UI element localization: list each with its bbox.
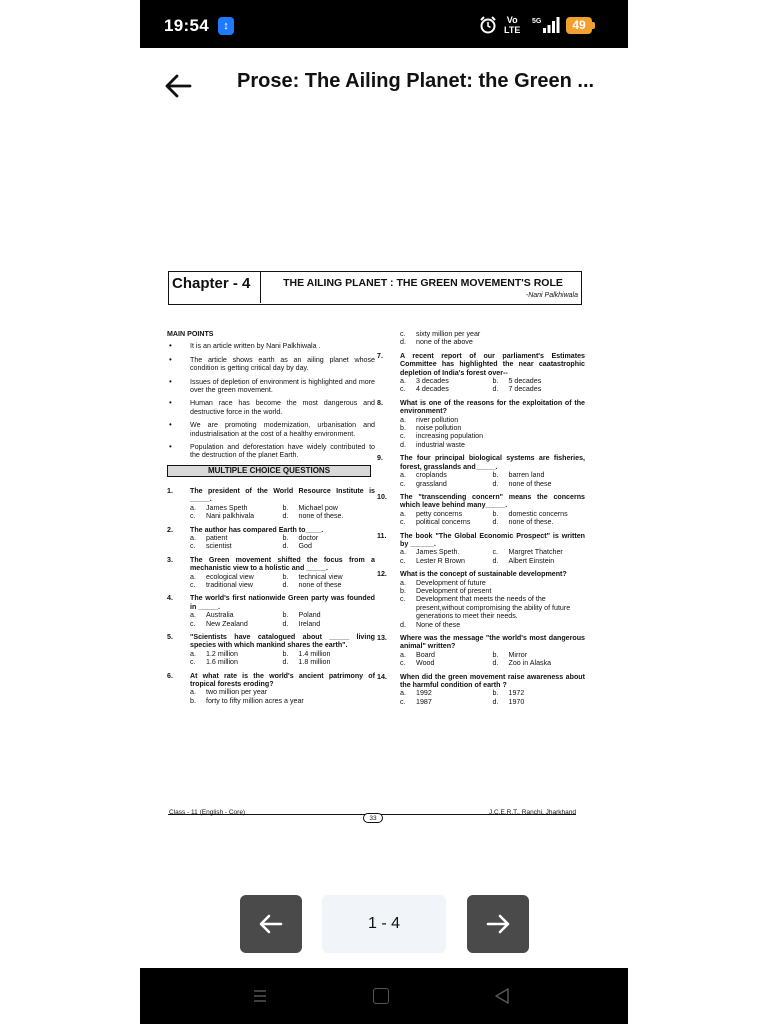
left-margin <box>0 0 140 1024</box>
option-letter: c. <box>400 556 406 565</box>
page-indicator: 1 - 4 <box>322 895 446 953</box>
option-letter: b. <box>282 533 289 542</box>
option-letter: c. <box>400 479 406 488</box>
answer-option <box>493 471 586 479</box>
system-nav-bar <box>140 968 628 1024</box>
main-points-heading: MAIN POINTS <box>167 330 214 338</box>
question-number: 2. <box>167 525 173 534</box>
options-grid <box>377 471 585 488</box>
option-letter: d. <box>282 542 289 551</box>
option-letter: d. <box>282 512 289 521</box>
option-text: 1.4 million <box>298 649 331 658</box>
options-grid <box>377 548 585 565</box>
option-text: Poland <box>298 611 321 620</box>
option-letter: d. <box>282 580 289 589</box>
option-letter: a. <box>400 689 406 698</box>
option-letter: c. <box>190 512 196 521</box>
volte-icon <box>504 15 520 35</box>
option-letter: c. <box>400 595 406 604</box>
question-text: What is one of the reasons for the exploitation of the environment? <box>400 398 585 416</box>
answer-option <box>190 581 283 589</box>
answer-option <box>493 377 586 385</box>
option-letter: a. <box>190 503 196 512</box>
answer-option <box>283 650 376 658</box>
option-letter: b. <box>282 649 289 658</box>
option-text: doctor <box>298 533 319 542</box>
main-point: • It is an article written by Nani Palkhiwala . <box>167 342 375 350</box>
answer-option <box>400 579 585 587</box>
signal-icon <box>532 15 560 35</box>
options-grid <box>377 510 585 527</box>
options-list <box>377 416 585 450</box>
answer-option <box>400 548 493 556</box>
answer-option <box>283 512 376 520</box>
option-text: James Speth. <box>416 548 460 557</box>
answer-option <box>493 689 586 697</box>
question-text: The book "The Global Economic Prospect" is written by ______. <box>400 531 585 548</box>
option-text: Michael pow <box>298 503 338 512</box>
question-number: 5. <box>167 632 173 641</box>
question <box>167 672 375 706</box>
option-letter: a. <box>400 415 406 424</box>
chapter-title: THE AILING PLANET : THE GREEN MOVEMENT'S ROLE <box>283 277 563 289</box>
option-letter: b. <box>492 471 499 480</box>
question-stem <box>167 594 375 611</box>
option-text: Australia <box>206 611 234 620</box>
volte-bottom: LTE <box>504 25 521 35</box>
option-letter: b. <box>282 503 289 512</box>
left-column <box>167 330 375 710</box>
options-list <box>377 579 585 629</box>
option-letter: c. <box>400 518 406 527</box>
main-point: • Issues of depletion of environment is highlighted and more over the green movement. <box>167 378 375 395</box>
option-letter: c. <box>492 548 499 557</box>
question-number: 13. <box>377 634 387 642</box>
previous-page-button[interactable] <box>240 895 302 953</box>
question-continued <box>377 330 585 347</box>
question-number: 4. <box>167 594 173 603</box>
answer-option <box>190 504 283 512</box>
option-letter: d. <box>492 697 499 706</box>
question <box>377 352 585 394</box>
option-letter: a. <box>190 572 196 581</box>
home-icon[interactable] <box>373 988 389 1004</box>
question <box>377 570 585 629</box>
question-stem <box>167 672 375 689</box>
question-text: A recent report of our parliament's Estimates Committee has highlighted the near caatastrophic depletion of India's forest over-- <box>400 351 585 377</box>
answer-option <box>400 385 493 393</box>
answer-option <box>400 416 585 424</box>
answer-option <box>493 659 586 667</box>
option-text: Board <box>416 650 435 659</box>
answer-option <box>283 620 376 628</box>
answer-option <box>400 338 585 346</box>
answer-option <box>493 651 586 659</box>
option-text: river pollution <box>416 415 459 424</box>
options-grid <box>167 650 375 667</box>
answer-option <box>400 557 493 565</box>
option-letter: a. <box>190 533 196 542</box>
question-number: 9. <box>377 454 383 463</box>
option-letter: d. <box>400 440 406 449</box>
answer-option <box>190 611 283 619</box>
option-text: Ireland <box>298 619 321 628</box>
question <box>167 633 375 667</box>
options-grid <box>377 377 585 394</box>
question <box>167 594 375 628</box>
alarm-icon <box>478 15 498 35</box>
option-letter: d. <box>492 556 499 565</box>
option-text: patient <box>206 533 228 542</box>
question <box>167 487 375 521</box>
option-letter: c. <box>400 659 406 668</box>
option-text: forty to fifty million acres a year <box>206 696 304 705</box>
option-letter: b. <box>400 586 406 595</box>
option-text: ecological view <box>206 572 254 581</box>
option-letter: d. <box>492 385 499 394</box>
option-letter: a. <box>190 688 196 697</box>
answer-option <box>493 510 586 518</box>
option-text: None of these <box>416 620 461 629</box>
answer-option <box>190 534 283 542</box>
right-margin <box>628 0 768 1024</box>
option-text: two million per year <box>206 688 268 697</box>
answer-option <box>283 658 376 666</box>
question-number: 11. <box>377 531 387 540</box>
option-text: increasing population <box>416 432 484 441</box>
network-label: 5G <box>532 18 542 25</box>
option-letter: a. <box>400 578 406 587</box>
option-letter: a. <box>190 611 196 620</box>
option-text: traditional view <box>206 580 253 589</box>
question-text: The world's first nationwide Green party was founded in _____. <box>190 594 375 611</box>
question-number: 10. <box>377 492 387 501</box>
question-stem <box>167 556 375 573</box>
option-text: none of these <box>508 479 552 488</box>
recent-apps-icon[interactable] <box>252 988 268 1004</box>
question-stem <box>167 633 375 650</box>
option-text: 1992 <box>416 689 432 698</box>
option-letter: d. <box>400 620 406 629</box>
answer-option <box>400 621 585 629</box>
option-text: Lester R Brown <box>416 556 465 565</box>
options-grid <box>167 534 375 551</box>
question <box>377 454 585 488</box>
question-number: 8. <box>377 398 383 407</box>
answer-option <box>400 424 585 432</box>
option-text: croplands <box>416 471 447 480</box>
option-text: Development of present <box>416 586 492 595</box>
question <box>377 634 585 668</box>
answer-option <box>283 534 376 542</box>
question-number: 1. <box>167 486 173 495</box>
answer-option <box>400 471 493 479</box>
question <box>167 526 375 551</box>
option-letter: b. <box>282 611 289 620</box>
option-text: Margret Thatcher <box>508 548 563 557</box>
answer-option <box>400 698 493 706</box>
question-text: The Green movement shifted the focus from a mechanistic view to a holistic and _____. <box>190 555 375 573</box>
option-letter: c. <box>190 619 196 628</box>
option-text: none of these <box>298 580 342 589</box>
option-text: Wood <box>416 659 435 668</box>
option-letter: d. <box>400 338 406 347</box>
answer-option <box>400 587 585 595</box>
answer-option <box>400 480 493 488</box>
option-text: New Zealand <box>206 619 248 628</box>
right-column <box>377 330 585 711</box>
option-text: 1970 <box>508 697 525 706</box>
answer-option <box>400 330 585 338</box>
next-page-button[interactable] <box>467 895 529 953</box>
answer-option <box>283 573 376 581</box>
option-text: 1.2 million <box>206 649 238 658</box>
option-text: James Speth <box>206 503 248 512</box>
answer-option <box>400 595 585 620</box>
option-text: 1972 <box>508 689 525 698</box>
options-grid <box>167 611 375 628</box>
option-letter: c. <box>400 385 406 394</box>
main-point: • Population and deforestation have widely contributed to the destruction of the planet Earth. <box>167 443 375 460</box>
option-text: sixty million per year <box>416 330 481 338</box>
option-text: none of the above <box>416 338 473 347</box>
question-stem <box>167 487 375 504</box>
option-text: Mirror <box>508 650 528 659</box>
question-stem <box>377 532 585 549</box>
battery-icon: 49 <box>566 17 592 34</box>
option-letter: a. <box>400 650 406 659</box>
phone-screen <box>140 0 628 1024</box>
answer-option <box>493 557 586 565</box>
option-text: none of these. <box>508 518 554 527</box>
answer-option <box>190 573 283 581</box>
option-text: technical view <box>298 572 343 581</box>
option-text: God <box>298 542 312 551</box>
option-text: Nani palkhivala <box>206 512 255 521</box>
option-text: none of these. <box>298 512 344 521</box>
option-text: 4 decades <box>416 385 449 394</box>
question-text: The "transcending concern" means the concerns which leave behind many_____. <box>400 492 585 510</box>
answer-option <box>400 432 585 440</box>
answer-option <box>493 385 586 393</box>
question <box>167 556 375 590</box>
main-point: • The article shows earth as an ailing planet whose condition is getting critical day by day. <box>167 356 375 373</box>
option-text: Zoo in Alaska <box>508 659 552 668</box>
answer-option <box>400 377 493 385</box>
mcq-heading: MULTIPLE CHOICE QUESTIONS <box>167 465 371 477</box>
option-text: 7 decades <box>508 385 542 394</box>
answer-option <box>400 518 493 526</box>
answer-option <box>400 441 585 449</box>
question <box>377 399 585 449</box>
answer-option <box>190 620 283 628</box>
chapter-author: -Nani Palkhiwala <box>525 292 578 299</box>
document-page <box>166 268 586 828</box>
answer-option <box>493 480 586 488</box>
question-text: "Scientists have catalogued about _____ living species with which mankind shares the earth". <box>190 632 375 650</box>
option-letter: c. <box>190 542 196 551</box>
option-letter: d. <box>492 518 499 527</box>
answer-option <box>190 697 375 705</box>
option-text: Development that meets the needs of the present,without compromising the ability of future generations to meet their needs. <box>416 595 571 621</box>
question-stem <box>377 493 585 510</box>
chapter-header <box>168 271 582 305</box>
battery-tip <box>592 22 595 29</box>
question-stem <box>377 634 585 651</box>
question <box>377 673 585 707</box>
answer-option <box>190 542 283 550</box>
status-bar <box>140 0 628 48</box>
option-letter: b. <box>190 696 196 705</box>
option-letter: c. <box>190 580 196 589</box>
footer-right: J.C.E.R.T., Ranchi, Jharkhand <box>488 809 576 816</box>
status-time: 19:54 <box>164 16 209 35</box>
option-text: Development of future <box>416 578 486 587</box>
question-text: What is the concept of sustainable development? <box>400 570 567 579</box>
question-stem <box>377 454 585 471</box>
option-letter: c. <box>400 697 406 706</box>
footer-left: Class - 11 (English - Core) <box>169 809 246 816</box>
option-text: grassland <box>416 479 447 488</box>
question-stem <box>167 526 375 534</box>
option-letter: a. <box>400 377 406 386</box>
options-list <box>167 688 375 705</box>
question-stem <box>377 399 585 416</box>
answer-option <box>283 581 376 589</box>
app-header <box>140 48 628 124</box>
answer-option <box>400 510 493 518</box>
answer-option <box>283 542 376 550</box>
question <box>377 493 585 527</box>
question-number: 7. <box>377 351 383 360</box>
answer-option <box>283 611 376 619</box>
back-arrow-icon[interactable] <box>160 68 196 104</box>
option-text: 1.8 million <box>298 658 331 667</box>
options-grid <box>377 689 585 706</box>
options-grid <box>167 573 375 590</box>
option-text: 3 decades <box>416 377 449 386</box>
question-stem <box>377 570 585 578</box>
option-letter: b. <box>492 689 499 698</box>
answer-option <box>190 688 375 696</box>
question-stem <box>377 673 585 690</box>
option-letter: c. <box>400 330 406 338</box>
answer-option <box>493 548 586 556</box>
questions-left <box>167 487 375 705</box>
arrow-left-icon <box>258 911 284 937</box>
questions-right <box>377 352 585 706</box>
question-stem <box>377 352 585 377</box>
option-letter: a. <box>190 649 196 658</box>
page-title: Prose: The Ailing Planet: the Green ... <box>237 70 595 92</box>
option-letter: a. <box>400 509 406 518</box>
options-grid <box>167 504 375 521</box>
option-letter: a. <box>400 548 406 557</box>
option-text: industrial waste <box>416 440 465 449</box>
option-letter: b. <box>492 509 499 518</box>
option-letter: d. <box>492 479 499 488</box>
option-text: domestic concerns <box>508 509 568 518</box>
continued-options <box>377 330 585 347</box>
option-letter: b. <box>492 650 499 659</box>
answer-option <box>190 512 283 520</box>
question-text: Where was the message "the world's most dangerous animal" written? <box>400 634 585 651</box>
question-number: 6. <box>167 671 173 680</box>
answer-option <box>493 698 586 706</box>
option-text: 1.6 million <box>206 658 238 667</box>
arrow-right-icon <box>485 911 511 937</box>
question-number: 14. <box>377 672 387 681</box>
page-number: 33 <box>363 813 383 823</box>
option-letter: d. <box>282 619 289 628</box>
main-point: • We are promoting modernization, urbanisation and industrialisation at the cost of a healthy environment. <box>167 421 375 438</box>
option-text: noise pollution <box>416 424 462 433</box>
option-letter: b. <box>282 572 289 581</box>
option-text: 5 decades <box>508 377 542 386</box>
answer-option <box>283 504 376 512</box>
question <box>377 532 585 566</box>
question-text: The four principal biological systems are fisheries, forest, grasslands and_____. <box>400 454 585 471</box>
option-letter: d. <box>282 658 289 667</box>
option-letter: b. <box>492 377 499 386</box>
options-grid <box>377 651 585 668</box>
system-back-icon[interactable] <box>493 987 511 1005</box>
option-letter: b. <box>400 424 406 433</box>
notification-icon: ↕ <box>218 17 234 35</box>
question-text: At what rate is the world's ancient patrimony of tropical forests eroding? <box>190 671 375 688</box>
question-number: 12. <box>377 570 387 579</box>
answer-option <box>400 651 493 659</box>
main-point: • Human race has become the most dangerous and destructive force in the world. <box>167 399 375 416</box>
option-text: Albert Einstein <box>508 556 555 565</box>
answer-option <box>493 518 586 526</box>
option-text: political concerns <box>416 518 471 527</box>
answer-option <box>190 658 283 666</box>
option-text: barren land <box>508 471 545 480</box>
option-letter: a. <box>400 471 406 480</box>
answer-option <box>400 689 493 697</box>
volte-top: Vo <box>506 15 518 25</box>
question-number: 3. <box>167 555 173 564</box>
option-letter: c. <box>400 432 406 441</box>
answer-option <box>400 659 493 667</box>
question-text: When did the green movement raise awareness about the harmful condition of earth ? <box>400 672 585 690</box>
option-letter: c. <box>190 658 196 667</box>
option-text: petty concerns <box>416 509 463 518</box>
answer-option <box>190 650 283 658</box>
option-letter: d. <box>492 659 499 668</box>
chapter-label: Chapter - 4 <box>169 272 261 303</box>
question-text: The president of the World Resource Institute is _____. <box>190 486 375 504</box>
option-text: 1987 <box>416 697 432 706</box>
question-text: The author has compared Earth to____. <box>190 525 324 534</box>
option-text: scientist <box>206 542 232 551</box>
